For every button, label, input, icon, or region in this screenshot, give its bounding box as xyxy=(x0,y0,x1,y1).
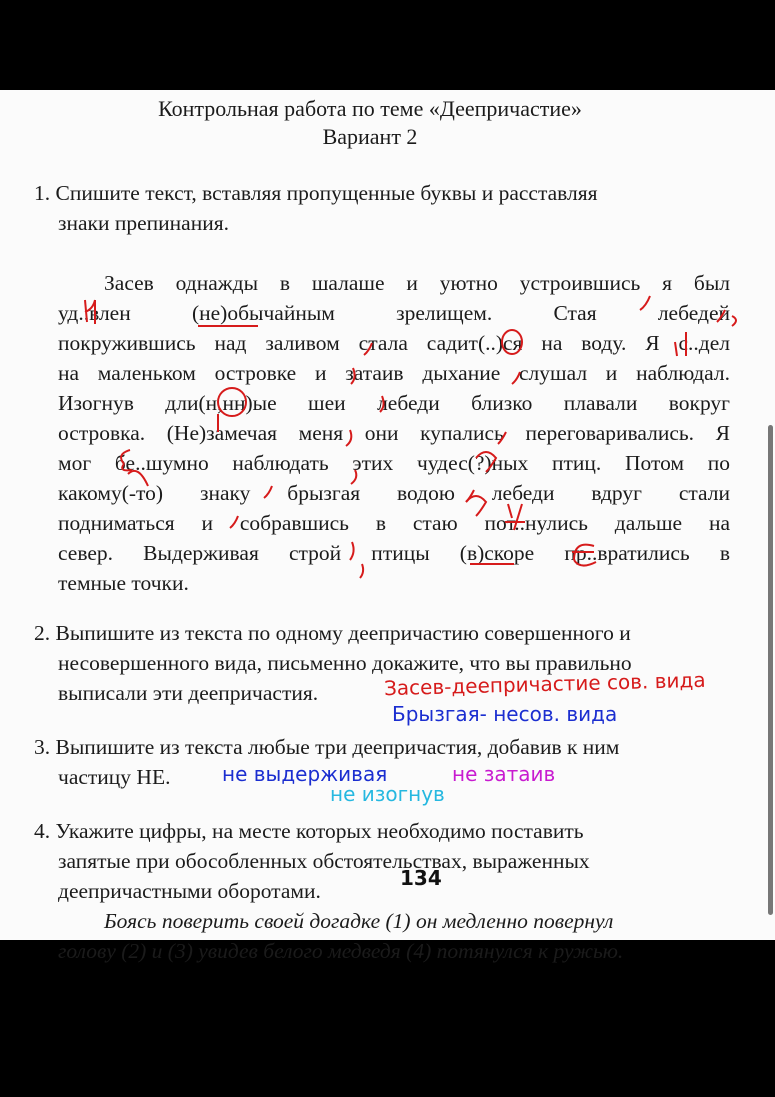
text-line: на маленьком островке и затаив дыхание слушал и наблюдал. xyxy=(58,361,730,385)
task2-line3: выписали эти деепричастия. xyxy=(58,681,319,705)
text-line: мог бе..шумно наблюдать этих чудес(?)ных птиц. Потом по xyxy=(58,451,730,475)
text-line: островка. (Не)замечая меня они купались переговаривались. Я xyxy=(58,421,730,445)
answer-ne-vyderzhivaya: не выдерживая xyxy=(222,762,388,786)
task1-prompt-line2: знаки препинания. xyxy=(58,211,230,235)
worksheet-page xyxy=(0,90,775,963)
task1-prompt-line1: 1. Спишите текст, вставляя пропущенные буквы и расставляя xyxy=(34,181,598,205)
task4-line2: запятые при обособленных обстоятельствах, выраженных xyxy=(58,849,590,873)
task4-line1: 4. Укажите цифры, на месте которых необходимо поставить xyxy=(34,819,584,843)
text-line: какому(-то) знаку брызгая водою лебеди вдруг стали xyxy=(58,481,730,505)
scrollbar[interactable] xyxy=(768,425,773,915)
variant-label: Вариант 2 xyxy=(322,124,418,149)
text-line: покружившись над заливом стала садит(..)ся на воду. Я с..дел xyxy=(58,331,730,355)
text-line: подниматься и собравшись в стаю пот..нулись дальше на xyxy=(58,511,730,535)
task2-line1: 2. Выпишите из текста по одному деепричастию совершенного и xyxy=(34,621,631,645)
task3-line2: частицу НЕ. xyxy=(58,765,171,789)
task4-line3: деепричастными оборотами. xyxy=(58,879,321,903)
text-line: Изогнув дли(н,нн)ые шеи лебеди близко плавали вокруг xyxy=(58,391,730,415)
answer-ne-izognuv: не изогнув xyxy=(330,782,445,806)
answer-ne-zataiv: не затаив xyxy=(452,762,556,786)
answer-digits: 134 xyxy=(400,866,442,890)
page-title: Контрольная работа по теме «Деепричастие» xyxy=(158,96,582,121)
answer-imperfective: Брызгая- несов. вида xyxy=(392,702,618,726)
text-line: уд..влен (не)обычайным зрелищем. Стая лебедей xyxy=(58,301,730,325)
text-line: Засев однажды в шалаше и уютно устроившись я был xyxy=(104,271,730,295)
task3-line1: 3. Выпишите из текста любые три деепричастия, добавив к ним xyxy=(34,735,620,759)
text-line: север. Выдерживая строй птицы (в)скоре пр..вратились в xyxy=(58,541,730,565)
answer-perfective: Засев-деепричастие сов. вида xyxy=(383,667,706,701)
task4-sentence-line2: голову (2) и (3) увидев белого медведя (4) потянулся к ружью. xyxy=(58,939,624,963)
task4-sentence-line1: Боясь поверить своей догадке (1) он медленно повернул xyxy=(104,909,614,933)
task2-line2: несовершенного вида, письменно докажите, что вы правильно xyxy=(58,651,632,675)
text-line: темные точки. xyxy=(58,571,189,595)
